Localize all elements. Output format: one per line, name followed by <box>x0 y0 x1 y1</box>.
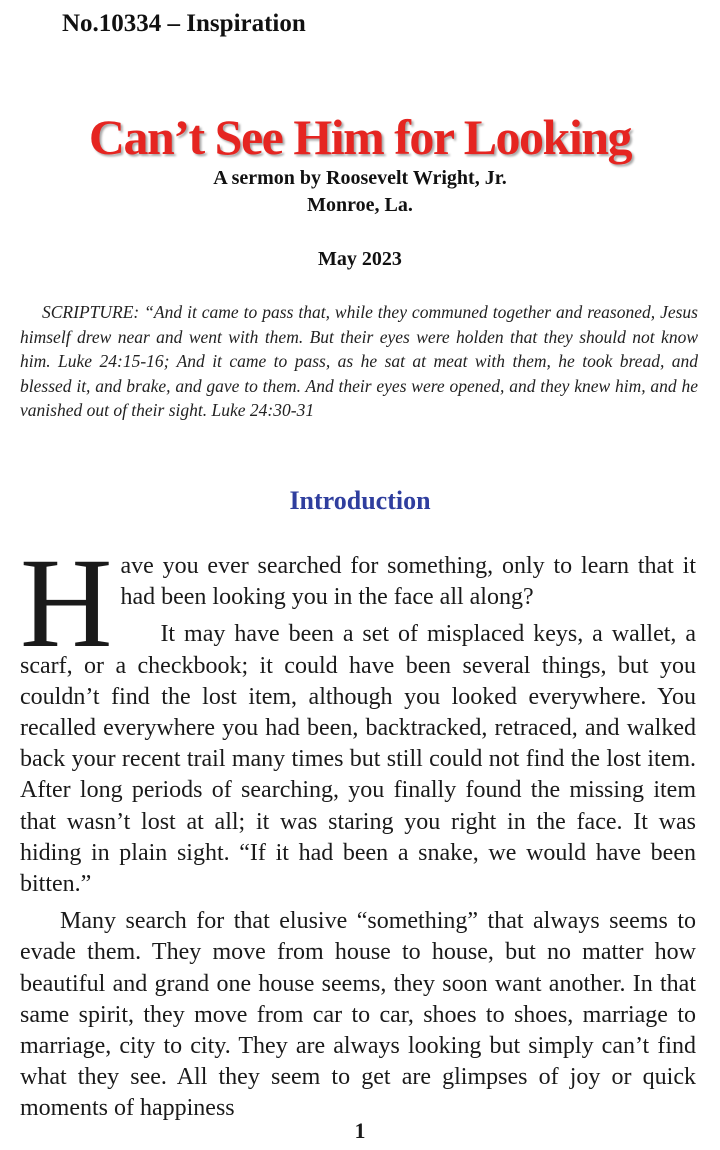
section-heading: Introduction <box>289 486 431 515</box>
author-line: A sermon by Roosevelt Wright, Jr. <box>213 167 507 189</box>
paragraph-1: It may have been a set of misplaced keys, a wallet, a scarf, or a checkbook; it could have been several things, but you couldn’t find the lost item, although you looked everywhere. You recalled everywhere you had been, backtracked, retraced, and walked back your recent trail many times but still could not find the lost item. After long periods of searching, you finally found the missing item that wasn’t lost at all; it was staring you right in the face. It was hiding in plain sight. “If it had been a snake, we would have been bitten.” <box>20 621 696 898</box>
drop-cap: H <box>20 532 113 674</box>
sermon-title: Can’t See Him for Looking <box>88 109 632 165</box>
date-line: May 2023 <box>318 248 402 270</box>
sermon-body <box>20 532 696 1125</box>
paragraph-2: Many search for that elusive “something” that always seems to evade them. They move from house to house, but no matter how beautiful and grand one house seems, they soon want another. In that same spirit, they move from car to car, shoes to shoes, marriage to marriage, city to city. They are always looking but simply can’t find what they see. All they seem to get are glimpses of joy or quick moments of happiness <box>20 908 696 1122</box>
opening-text: ave you ever searched for something, only to learn that it had been looking you in the face all along? <box>120 553 696 611</box>
page-number: 1 <box>354 1118 366 1143</box>
location-line: Monroe, La. <box>307 194 413 216</box>
paragraph-opening <box>20 532 696 674</box>
scripture-passage: SCRIPTURE: “And it came to pass that, while they communed together and reasoned, Jesus himself drew near and went with them. But their eyes were holden that they should not know him. Luke 24:15-16; And it came to pass, as he sat at meat with them, he took bread, and blessed it, and brake, and gave to them. And their eyes were opened, and they knew him, and he vanished out of their sight. Luke 24:30-31 <box>20 302 698 420</box>
series-label: No.10334 – Inspiration <box>62 10 306 37</box>
